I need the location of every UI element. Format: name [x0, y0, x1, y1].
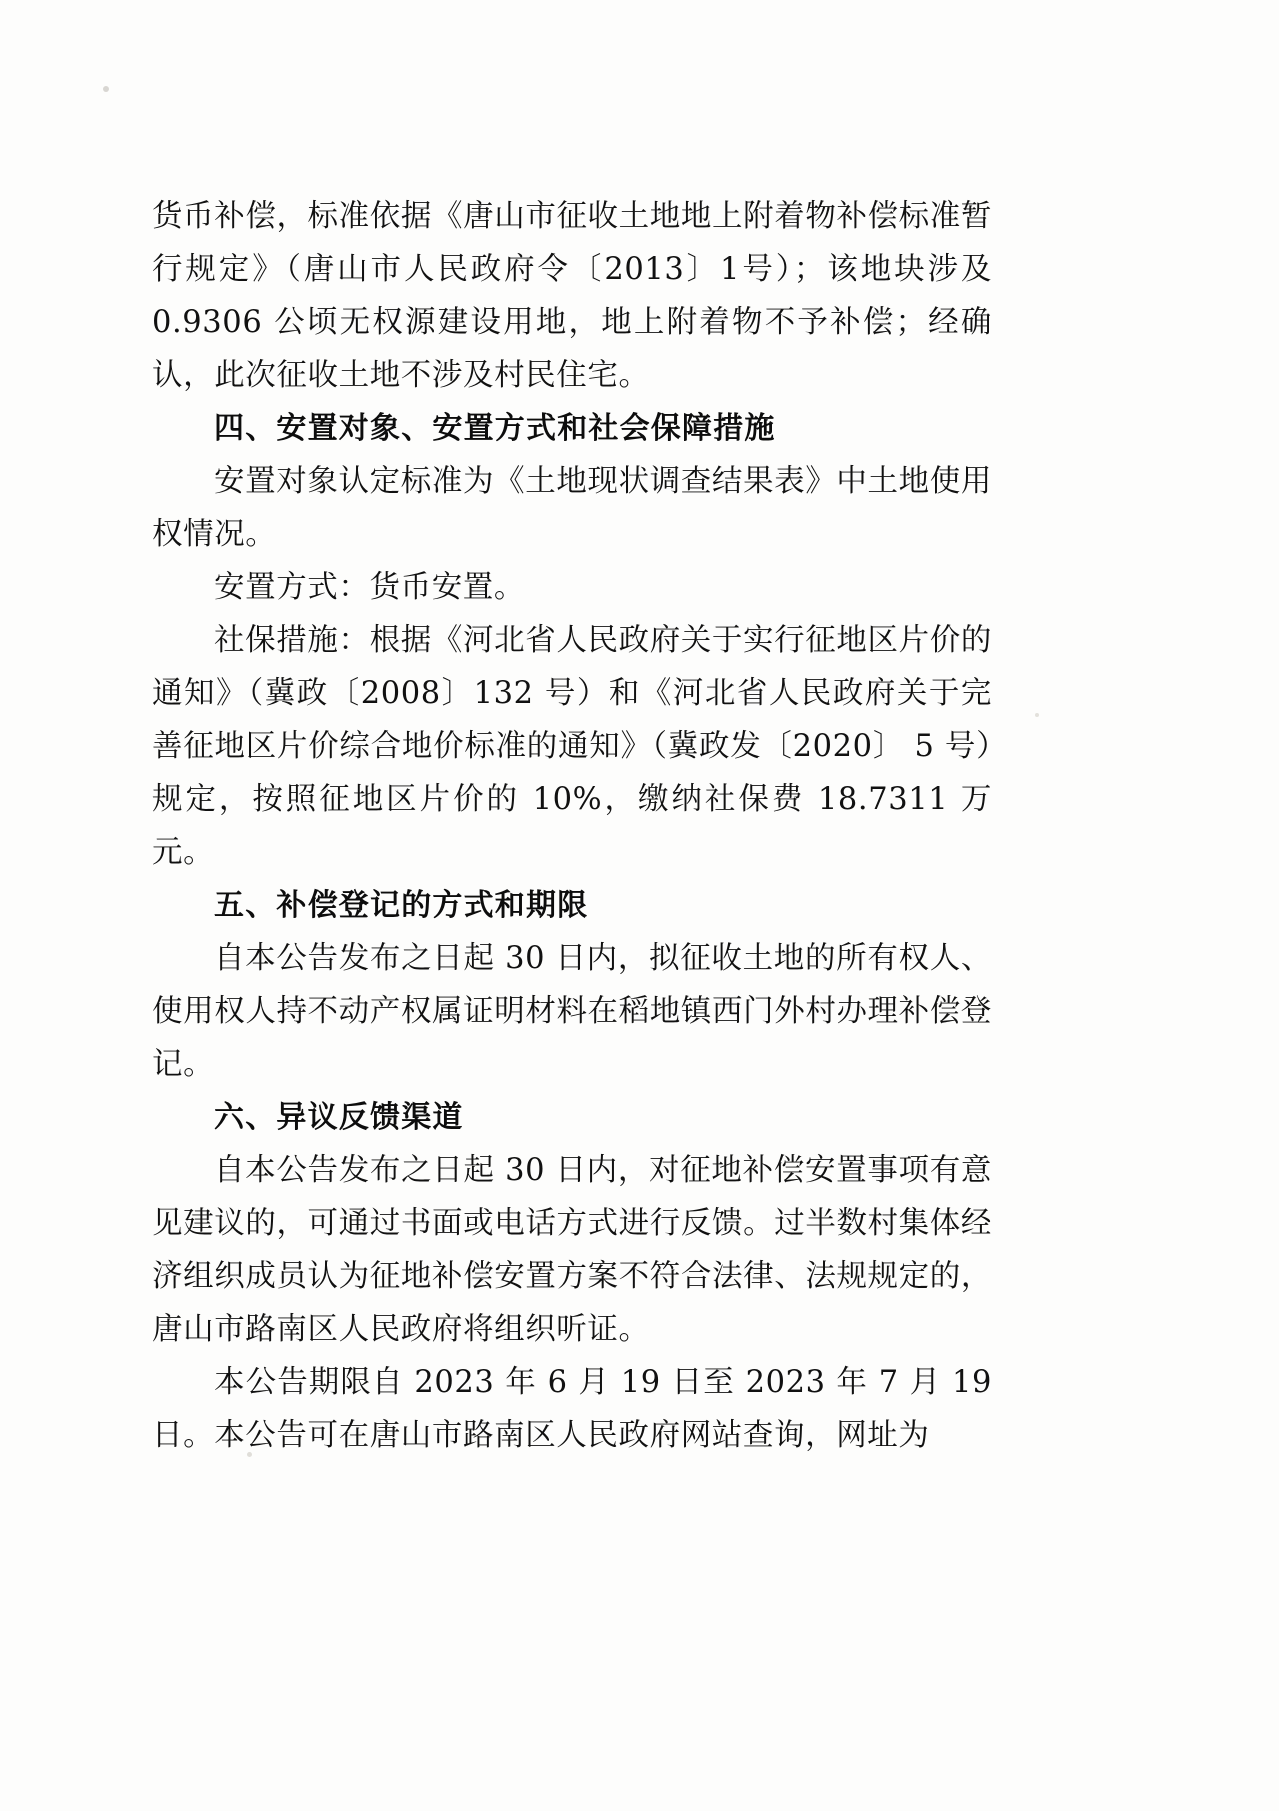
paragraph-registration: 自本公告发布之日起 30 日内，拟征收土地的所有权人、使用权人持不动产权属证明材料在稻地镇西门外村办理补偿登记。 [152, 941, 992, 1082]
heading-section-four: 四、安置对象、安置方式和社会保障措施 [214, 411, 776, 446]
paragraph-resettlement-standard: 安置对象认定标准为《土地现状调查结果表》中土地使用权情况。 [152, 464, 992, 552]
paragraph-notice-period: 本公告期限自 2023 年 6 月 19 日至 2023 年 7 月 19 日。本公告可在唐山市路南区人民政府网站查询，网址为 [152, 1365, 992, 1453]
paragraph-feedback: 自本公告发布之日起 30 日内，对征地补偿安置事项有意见建议的，可通过书面或电话方式进行反馈。过半数村集体经济组织成员认为征地补偿安置方案不符合法律、法规规定的，唐山市路南区人民政府将组织听证。 [152, 1153, 992, 1347]
heading-section-five: 五、补偿登记的方式和期限 [214, 888, 589, 923]
document-body [152, 190, 992, 1462]
paragraph-resettlement-method: 安置方式：货币安置。 [214, 570, 525, 605]
heading-section-six: 六、异议反馈渠道 [214, 1100, 464, 1135]
paragraph-compensation-standard: 货币补偿，标准依据《唐山市征收土地地上附着物补偿标准暂行规定》（唐山市人民政府令〔2013〕1号）；该地块涉及 0.9306 公顷无权源建设用地，地上附着物不予补偿；经确认，此次征收土地不涉及村民住宅。 [152, 199, 992, 393]
paper-speck-icon [1035, 713, 1039, 717]
paragraph-social-security: 社保措施：根据《河北省人民政府关于实行征地区片价的通知》（冀政〔2008〕132 号）和《河北省人民政府关于完善征地区片价综合地价标准的通知》（冀政发〔2020〕 5 号）规定，按照征地区片价的 10%，缴纳社保费 18.7311 万元。 [152, 623, 992, 870]
paper-speck-icon [103, 86, 109, 92]
